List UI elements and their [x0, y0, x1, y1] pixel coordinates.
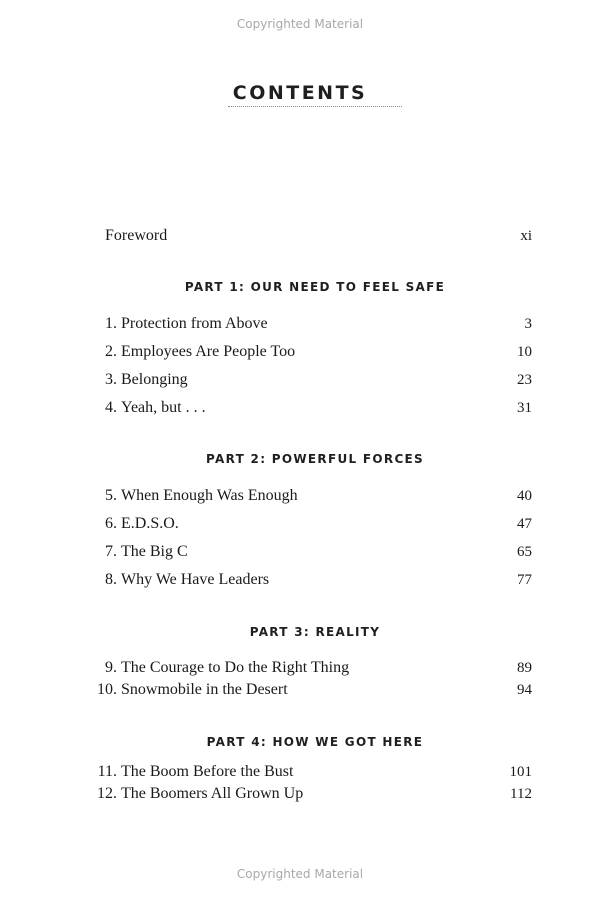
toc-entry[interactable]	[0, 313, 600, 335]
toc-entry[interactable]	[0, 397, 600, 419]
watermark-top: Copyrighted Material	[236, 17, 364, 31]
toc-entry-title: Belonging	[121, 371, 188, 388]
toc-entry-page: 3	[524, 316, 532, 332]
toc-entry-page: 89	[517, 660, 532, 676]
watermark-bottom: Copyrighted Material	[236, 867, 364, 881]
toc-entry-page: 10	[517, 344, 532, 360]
toc-entry[interactable]	[0, 541, 600, 563]
toc-entry[interactable]	[0, 341, 600, 363]
toc-entry-number: 5.	[105, 487, 117, 504]
toc-entry-number: 8.	[105, 571, 117, 588]
toc-entry-title: Yeah, but . . .	[121, 399, 206, 416]
toc-entry-title: The Boom Before the Bust	[121, 763, 294, 780]
part-heading-1: PART 1: OUR NEED TO FEEL SAFE	[184, 280, 446, 294]
toc-entry-title: Snowmobile in the Desert	[121, 681, 288, 698]
toc-entry-page: xi	[520, 228, 532, 244]
toc-entry-title: Protection from Above	[121, 315, 268, 332]
title-dotted-rule	[228, 106, 402, 107]
toc-entry-number: 12.	[97, 785, 117, 802]
part-heading-3: PART 3: REALITY	[249, 625, 381, 639]
toc-entry-number: 7.	[105, 543, 117, 560]
toc-entry-page: 101	[509, 764, 532, 780]
toc-entry-number: 2.	[105, 343, 117, 360]
toc-entry-page: 23	[517, 372, 532, 388]
toc-entry[interactable]	[0, 369, 600, 391]
toc-entry-number: 4.	[105, 399, 117, 416]
toc-entry-title: E.D.S.O.	[121, 515, 179, 532]
part-heading-4: PART 4: HOW WE GOT HERE	[206, 735, 424, 749]
toc-entry[interactable]	[0, 569, 600, 591]
part-heading-2: PART 2: POWERFUL FORCES	[206, 452, 424, 466]
toc-entry-number: 1.	[105, 315, 117, 332]
toc-entry[interactable]	[0, 679, 600, 701]
toc-entry[interactable]	[0, 485, 600, 507]
toc-entry-page: 112	[510, 786, 532, 802]
toc-entry[interactable]	[0, 761, 600, 783]
toc-entry-title: The Big C	[121, 543, 188, 560]
toc-entry[interactable]	[0, 783, 600, 805]
toc-entry-number: 6.	[105, 515, 117, 532]
page-title: CONTENTS	[232, 82, 368, 104]
toc-entry-title: Employees Are People Too	[121, 343, 296, 360]
toc-entry-page: 65	[517, 544, 532, 560]
toc-entry-title: Why We Have Leaders	[121, 571, 270, 588]
toc-entry-number: 10.	[97, 681, 117, 698]
toc-entry-page: 31	[517, 400, 532, 416]
toc-entry-title: Foreword	[105, 227, 168, 244]
toc-entry-page: 40	[517, 488, 532, 504]
toc-entry-number: 9.	[105, 659, 117, 676]
toc-entry-page: 94	[517, 682, 532, 698]
toc-entry-foreword[interactable]	[0, 225, 600, 247]
toc-entry-number: 3.	[105, 371, 117, 388]
toc-entry[interactable]	[0, 513, 600, 535]
toc-entry-title: The Boomers All Grown Up	[121, 785, 304, 802]
toc-entry-title: When Enough Was Enough	[121, 487, 298, 504]
toc-entry-number: 11.	[97, 763, 117, 780]
toc-entry-page: 77	[517, 572, 532, 588]
toc-entry[interactable]	[0, 657, 600, 679]
toc-entry-title: The Courage to Do the Right Thing	[121, 659, 350, 676]
toc-entry-page: 47	[517, 516, 532, 532]
